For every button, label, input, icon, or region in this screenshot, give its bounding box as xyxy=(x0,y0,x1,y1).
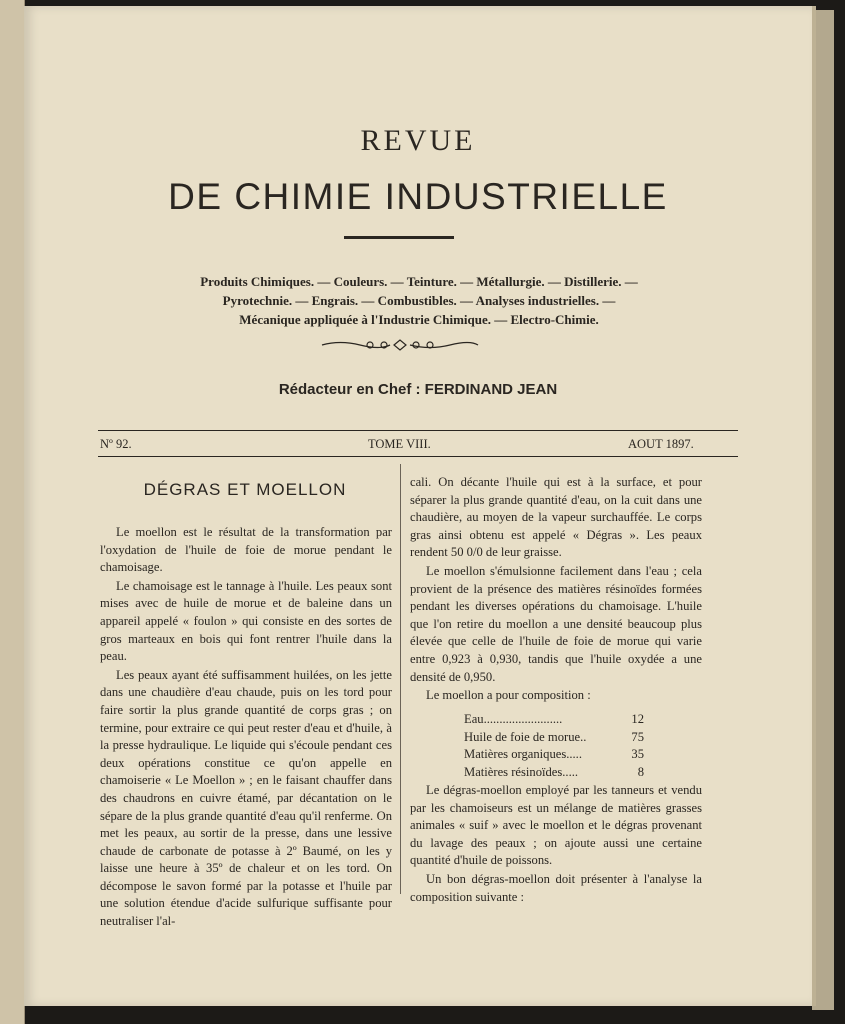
composition-value: 75 xyxy=(631,729,644,744)
composition-value: 12 xyxy=(631,712,644,726)
facing-page-edge xyxy=(0,0,25,1024)
issue-rule-bottom xyxy=(98,456,738,457)
paragraph: Le moellon s'émulsionne facilement dans l'eau ; cela provient de la présence des matières résinoïdes formées pendant les diverses opérations du chamoisage. L'huile que l'on retire du moellon a une densité beaucoup plus élevée que celle de l'huile de foie de morue qui varie entre 0,923 à 0,930, tandis que l'huile oxydée a une densité de 0,950. xyxy=(410,563,702,684)
journal-page xyxy=(24,6,816,1006)
paragraph: Le moellon est le résultat de la transformation par l'oxydation de l'huile de foie de morue pendant le chamoisage. xyxy=(100,525,392,575)
subjects-line-3: Mécanique appliquée à l'Industrie Chimique. — Electro-Chimie. xyxy=(239,312,599,327)
revue-heading: REVUE xyxy=(360,124,476,157)
composition-value: 35 xyxy=(631,747,644,762)
composition-label: Eau......................... xyxy=(464,712,563,726)
composition-value: 8 xyxy=(637,764,644,779)
column-divider xyxy=(400,464,401,894)
right-column-bottom xyxy=(410,782,702,906)
table-row xyxy=(464,764,644,782)
issue-number: Nº 92. xyxy=(100,437,132,451)
paragraph: cali. On décante l'huile qui est à la surface, et pour séparer la plus grande quantité d'eau, on la cuit dans une chaudière, au moyen de la vapeur surchauffée. Le corps gras ainsi obtenu est appelé « Dégras ». Les peaux rendent 50 0/0 de leur graisse. xyxy=(410,475,702,560)
paragraph: Le dégras-moellon employé par les tanneurs et vendu par les chamoiseurs est un mélange de matières grasses animales « suif » avec le moellon et le dégras provenant du lavage des peaux ; on ajoute aussi une certaine quantité d'huile de poissons. xyxy=(410,783,702,868)
composition-table xyxy=(464,711,644,781)
composition-label: Matières organiques..... xyxy=(464,747,582,762)
composition-label: Huile de foie de morue.. xyxy=(464,729,587,744)
paragraph: Les peaux ayant été suffisamment huilées, on les jette dans une chaudière d'eau chaude, puis on les tord pour faire sortir la plus grande quantité de corps gras ; on termine, pour extraire ce qui peut rester d'eau et d'huile, à la presse hydraulique. Le liquide qui s'écoule pendant ces deux opérations constitue ce qu'on appelle en chamoiserie « Le Moellon » ; en le faisant chauffer dans des chaudrons en cuivre étamé, par décantation on le sépare de la plus grande quantité d'eau qu'il renferme. On met les peaux, au sortir de la presse, dans une lessive chaude de carbonate de potasse à 2º Baumé, on les y laisse une heure à 35º de chaleur et on les tord. On décompose le savon formé par la potasse et l'huile par une solution étendue d'acide sulfurique suffisante pour neutraliser l'al- xyxy=(100,667,392,929)
journal-title: DE CHIMIE INDUSTRIELLE xyxy=(168,176,668,217)
subjects-line-1: Produits Chimiques. — Couleurs. — Teinture. — Métallurgie. — Distillerie. — xyxy=(200,274,638,289)
table-row xyxy=(464,729,644,747)
issue-date: AOUT 1897. xyxy=(628,437,694,451)
paragraph: Le moellon a pour composition : xyxy=(426,688,591,703)
left-column xyxy=(100,524,392,931)
composition-label: Matières résinoïdes..... xyxy=(464,764,579,779)
paragraph: Le chamoisage est le tannage à l'huile. Les peaux sont mises avec de huile de morue et de baleine dans un appareil appelé « foulon » qui consiste en des sortes de gros marteaux en bois qui font rentrer l'huile dans la peau. xyxy=(100,578,392,664)
title-rule xyxy=(344,236,454,239)
editor-line: Rédacteur en Chef : FERDINAND JEAN xyxy=(278,381,558,398)
article-title: DÉGRAS ET MOELLON xyxy=(143,480,347,499)
right-column-top xyxy=(410,474,702,705)
paragraph: Un bon dégras-moellon doit présenter à l'analyse la composition suivante : xyxy=(410,871,702,904)
issue-rule-top xyxy=(98,430,738,431)
issue-tome: TOME VIII. xyxy=(368,437,431,451)
ornament-divider xyxy=(320,336,480,354)
subjects-line-2: Pyrotechnie. — Engrais. — Combustibles. — Analyses industrielles. — xyxy=(222,293,616,308)
table-row xyxy=(464,711,644,729)
table-row xyxy=(464,746,644,764)
subjects-list xyxy=(84,272,754,329)
